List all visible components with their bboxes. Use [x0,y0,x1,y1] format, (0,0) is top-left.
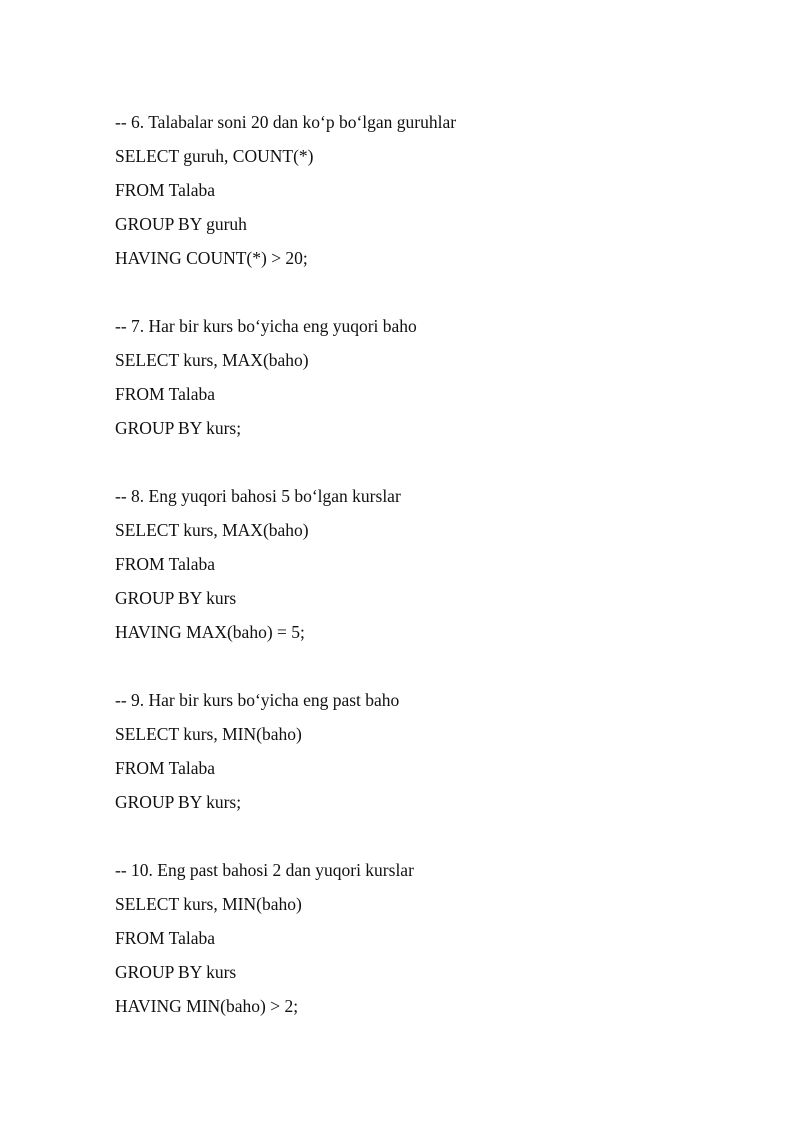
sql-comment: -- 10. Eng past bahosi 2 dan yuqori kurslar [115,860,414,880]
query-block-7 [115,309,755,445]
sql-line: SELECT kurs, MIN(baho) [115,894,302,914]
sql-line: SELECT guruh, COUNT(*) [115,146,314,166]
sql-line: GROUP BY kurs; [115,792,242,812]
sql-line: FROM Talaba [115,384,216,404]
sql-comment: -- 6. Talabalar soni 20 dan ko‘p bo‘lgan guruhlar [115,112,457,132]
query-block-10 [115,853,755,1023]
sql-line: SELECT kurs, MAX(baho) [115,350,309,370]
query-block-8 [115,479,755,649]
sql-line: FROM Talaba [115,758,216,778]
sql-line: HAVING COUNT(*) > 20; [115,248,308,268]
sql-line: HAVING MIN(baho) > 2; [115,996,299,1016]
sql-line: FROM Talaba [115,554,216,574]
sql-line: FROM Talaba [115,928,216,948]
document-body [115,105,755,1057]
sql-comment: -- 8. Eng yuqori bahosi 5 bo‘lgan kurslar [115,486,401,506]
sql-line: GROUP BY kurs [115,588,237,608]
sql-line: HAVING MAX(baho) = 5; [115,622,305,642]
sql-comment: -- 9. Har bir kurs bo‘yicha eng past baho [115,690,400,710]
query-block-9 [115,683,755,819]
sql-line: GROUP BY kurs; [115,418,242,438]
sql-line: GROUP BY kurs [115,962,237,982]
sql-line: SELECT kurs, MIN(baho) [115,724,302,744]
sql-line: FROM Talaba [115,180,216,200]
query-block-6 [115,105,755,275]
sql-comment: -- 7. Har bir kurs bo‘yicha eng yuqori baho [115,316,417,336]
sql-line: GROUP BY guruh [115,214,247,234]
sql-line: SELECT kurs, MAX(baho) [115,520,309,540]
